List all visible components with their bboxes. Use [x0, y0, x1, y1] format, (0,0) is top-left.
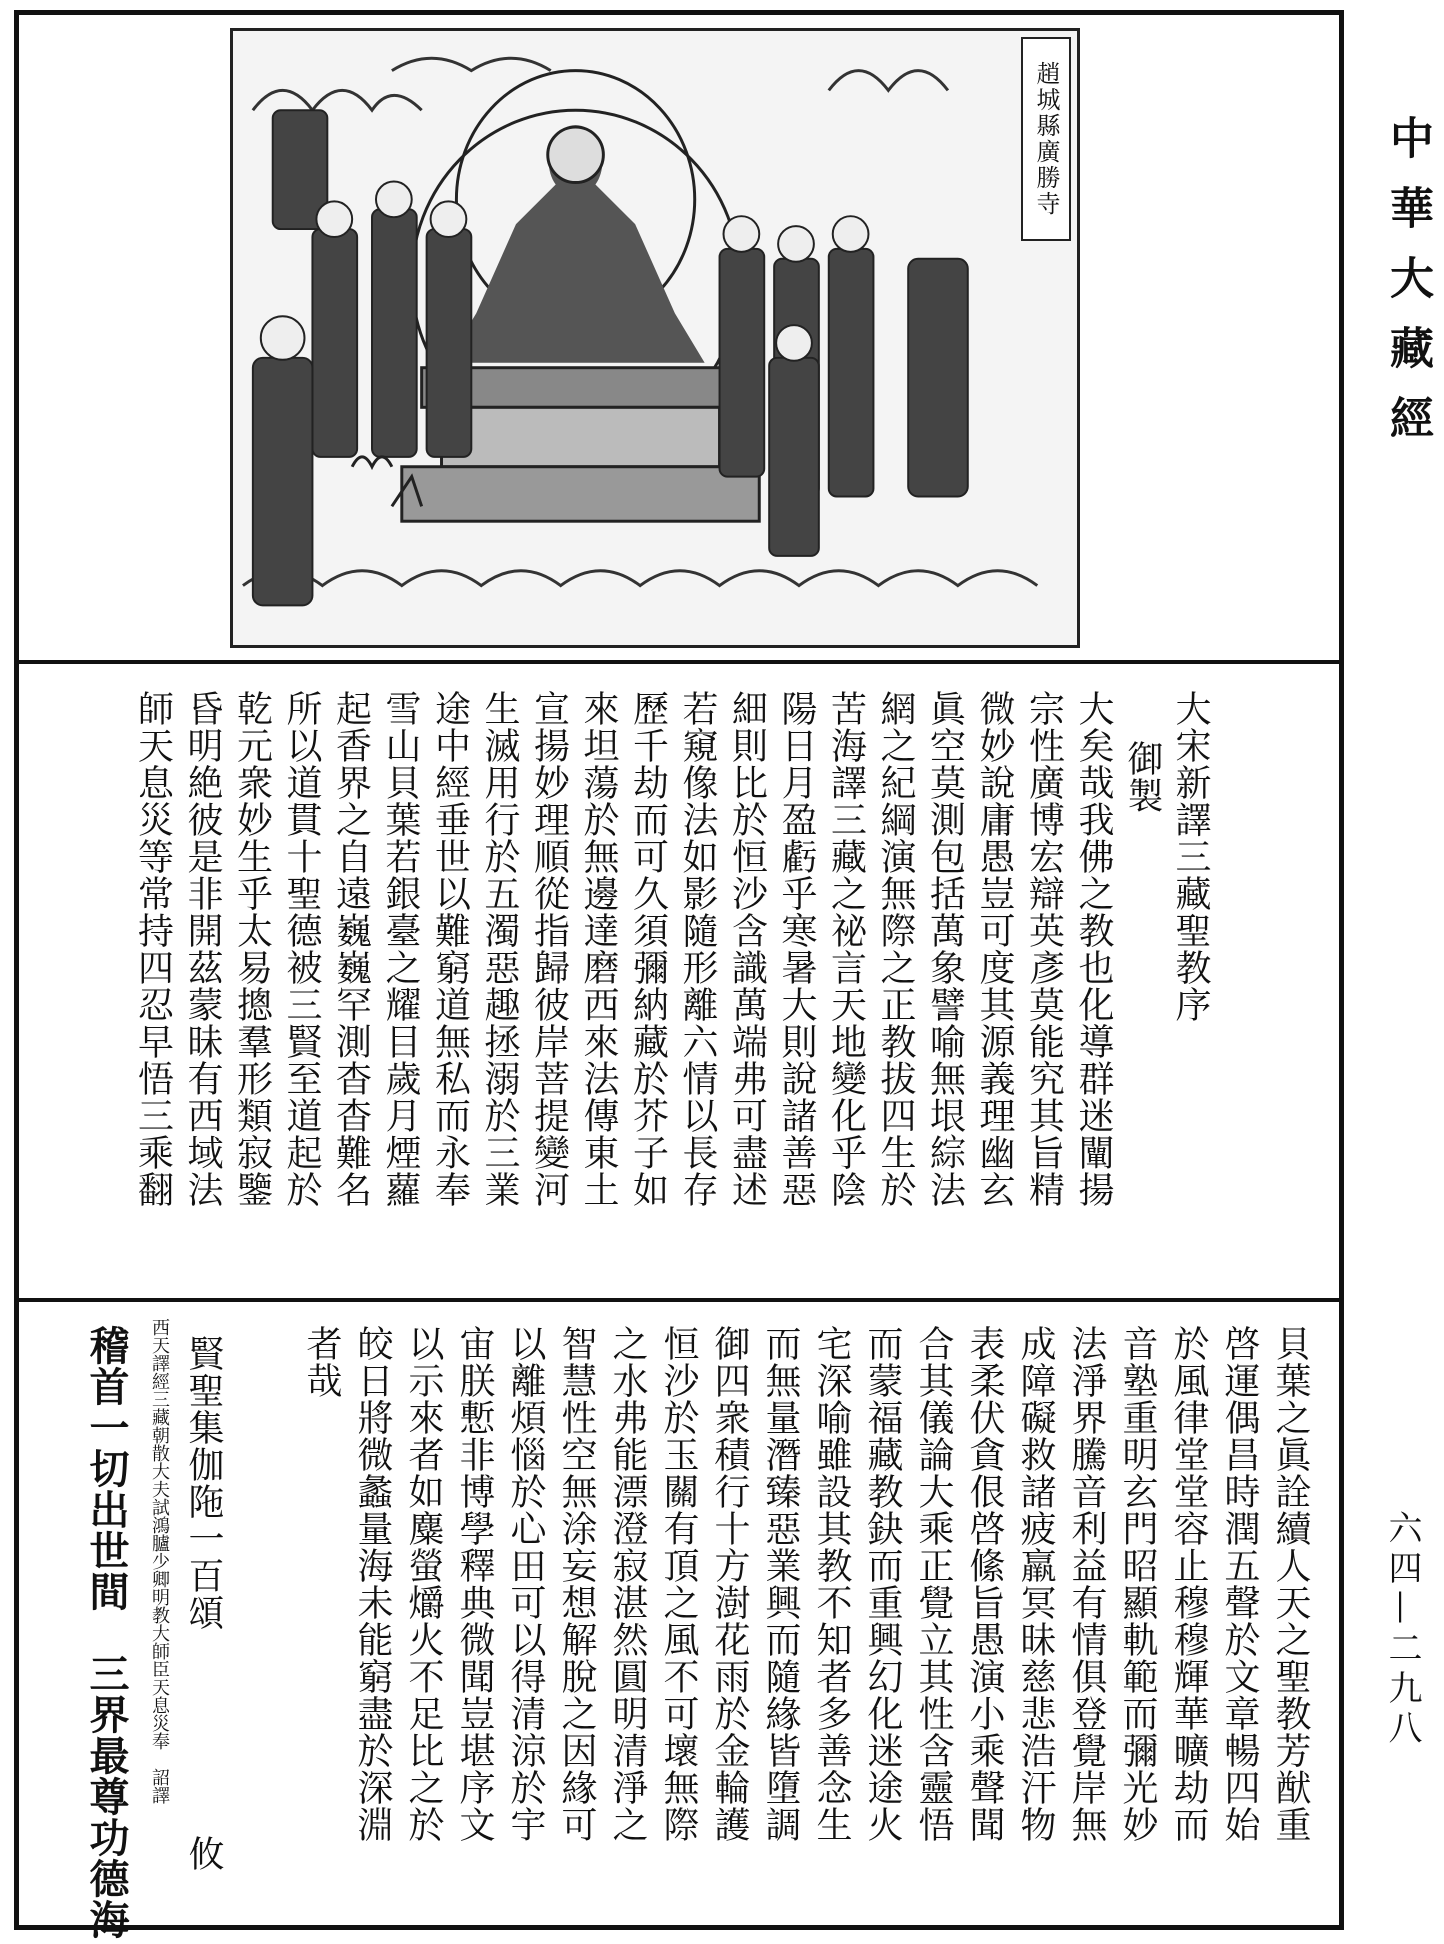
collection-title: 中華大藏經: [1382, 115, 1433, 465]
continuation-line: 智慧性空無涂妄想解脫之因緣可: [556, 1325, 597, 1843]
preface-line: 眞空莫測包括萬象譬喻無垠綜法: [924, 690, 966, 1208]
preface-line: 起香界之自遠巍巍罕測杳杳難名: [330, 690, 372, 1208]
preface-line: 雪山貝葉若銀臺之耀目歲月煙蘿: [380, 690, 421, 1208]
continuation-line: 而蒙福藏教鈌而重興幻化迷途火: [862, 1325, 903, 1843]
hymn-verse: 稽首一切出世間 三界最尊功德海: [83, 1325, 130, 1940]
preface-line: 宣揚妙理順從指歸彼岸菩提變河: [528, 690, 570, 1208]
preface-line: 昏明絶彼是非開茲蒙昧有西域法: [182, 690, 223, 1208]
continuation-line: 而無量潛臻惡業興而隨緣皆墮調: [760, 1325, 801, 1843]
preface-line: 若窺像法如影隨形離六情以長存: [677, 690, 718, 1208]
preface-line: 大矣哉我佛之教也化導群迷闡揚: [1073, 690, 1114, 1208]
continuation-line: 恒沙於玉關有頂之風不可壞無際: [658, 1325, 699, 1843]
preface-line: 苦海譯三藏之祕言天地變化乎陰: [825, 690, 867, 1208]
hymn-title: 賢聖集伽陁一百頌: [183, 1335, 224, 1631]
continuation-line: 成障礙救諸疲羸冥昧慈悲浩汗物: [1015, 1325, 1056, 1843]
continuation-line: 宅深喻雖設其教不知者多善念生: [811, 1325, 852, 1843]
upper-divider: [19, 660, 1339, 664]
preface-line: 生滅用行於五濁惡趣拯溺於三業: [479, 690, 520, 1208]
continuation-line: 音塾重明玄門昭顯軌範而彌光妙: [1117, 1325, 1158, 1843]
hymn-mark: 攸: [183, 1835, 224, 1872]
continuation-line: 合其儀論大乘正覺立其性含靈悟: [913, 1325, 954, 1843]
preface-title: 大宋新譯三藏聖教序: [1170, 690, 1211, 1023]
preface-author: 御製: [1122, 740, 1163, 814]
preface-line: 網之紀綱演無際之正教拔四生於: [875, 690, 916, 1208]
continuation-line: 者哉: [301, 1325, 342, 1399]
continuation-line: 以示來者如麋螢爝火不足比之於: [403, 1325, 444, 1843]
preface-line: 所以道貫十聖德被三賢至道起於: [281, 690, 322, 1208]
preface-line: 陽日月盈虧乎寒暑大則說諸善惡: [776, 690, 817, 1208]
preface-line: 乾元衆妙生乎太易摠羣形類寂鑒: [231, 690, 273, 1208]
continuation-line: 皎日將微蠡量海未能窮盡於深淵: [352, 1325, 393, 1843]
preface-line: 歷千劫而可久須彌納藏於芥子如: [627, 690, 669, 1208]
continuation-line: 於風律堂堂容止穆穆輝華曠劫而: [1168, 1325, 1209, 1843]
continuation-line: 以離煩惱於心田可以得清涼於宇: [505, 1325, 546, 1843]
continuation-line: 表柔伏貪佷啓絛旨愚演小乘聲聞: [964, 1325, 1005, 1843]
lower-divider: [19, 1298, 1339, 1302]
continuation-line: 法淨界騰音利益有情俱登覺岸無: [1066, 1325, 1107, 1843]
preface-line: 微妙說庸愚豈可度其源義理幽玄: [974, 690, 1015, 1208]
buddha-assembly-image: [233, 31, 1077, 645]
preface-line: 來坦蕩於無邊達磨西來法傳東土: [578, 690, 619, 1208]
woodblock-illustration: [230, 28, 1080, 648]
continuation-line: 之水弗能漂澄寂湛然圓明清淨之: [607, 1325, 648, 1843]
preface-line: 細則比於恒沙含識萬端弗可盡述: [726, 690, 768, 1208]
translator-line: 西天譯經三藏朝散大夫試鴻臚少卿明教大師臣天息災奉 詔譯: [149, 1318, 170, 1804]
illustration-caption: 趙城縣廣勝寺: [1021, 37, 1071, 241]
continuation-line: 啓運偶昌時潤五聲於文章暢四始: [1219, 1325, 1260, 1843]
continuation-line: 貝葉之眞詮續人天之聖教芳猷重: [1270, 1325, 1311, 1843]
preface-line: 師天息災等常持四忍早悟三乘翻: [132, 690, 174, 1208]
continuation-line: 宙朕慙非博學釋典微聞豈堪序文: [454, 1325, 495, 1843]
preface-line: 宗性廣博宏辯英彥莫能究其旨精: [1023, 690, 1065, 1208]
page-number: 六四—二九八: [1382, 1510, 1422, 1750]
continuation-line: 御四衆積行十方澍花雨於金輪護: [709, 1325, 750, 1843]
preface-line: 途中經垂世以難窮道無私而永奉: [429, 690, 471, 1208]
